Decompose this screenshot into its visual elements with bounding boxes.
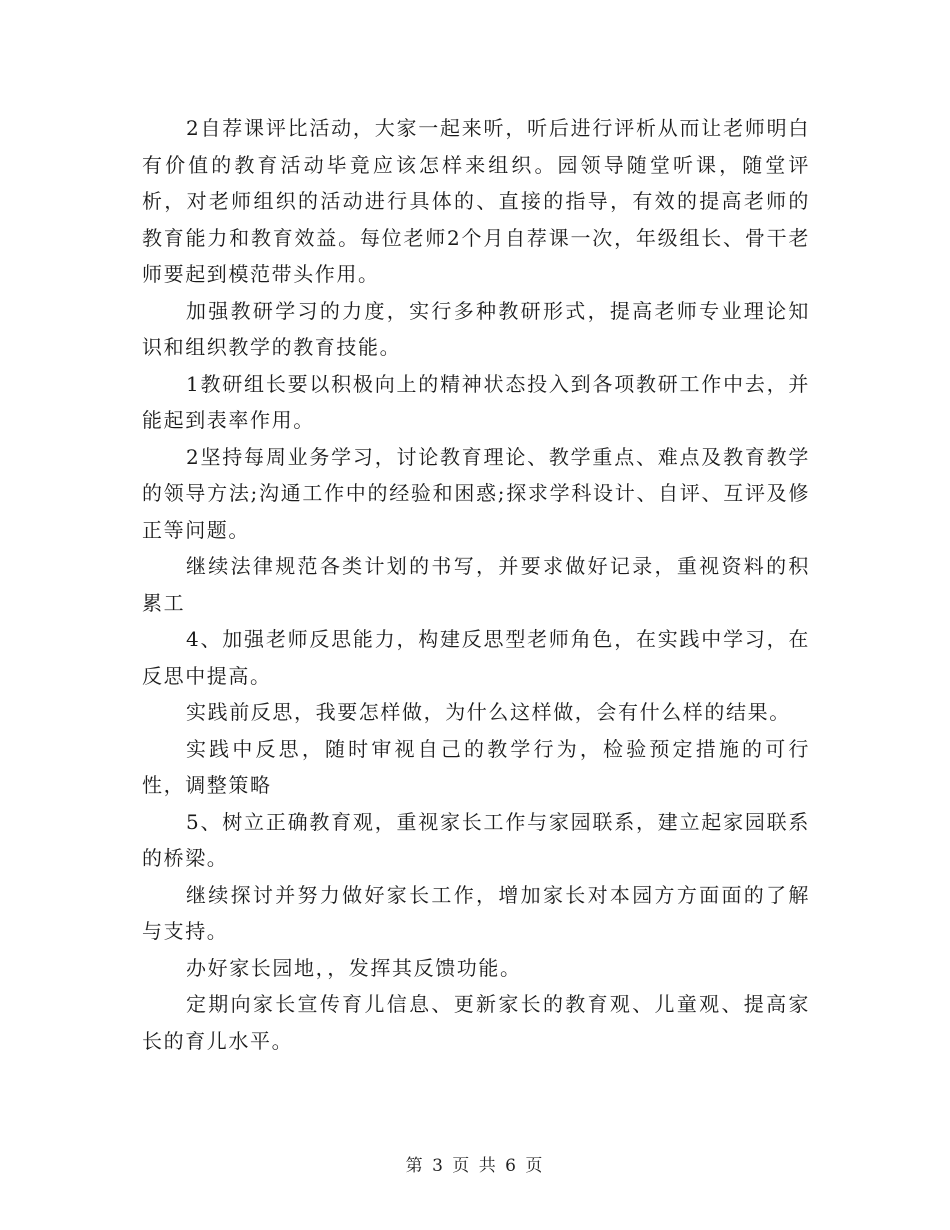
paragraph: 4、加强老师反思能力，构建反思型老师角色，在实践中学习，在反思中提高。 [142,627,810,688]
paragraph: 实践前反思，我要怎样做，为什么这样做，会有什么样的结果。 [186,700,791,724]
paragraph: 2自荐课评比活动，大家一起来听，听后进行评析从而让老师明白有价值的教育活动毕竟应该怎样来组织。园领导随堂听课，随堂评析，对老师组织的活动进行具体的、直接的指导，有效的提高老师的教育能力和教育效益。每位老师2个月自荐课一次，年级组长、骨干老师要起到模范带头作用。 [142,116,810,286]
paragraph: 加强教研学习的力度，实行多种教研形式，提高老师专业理论知识和组织教学的教育技能。 [142,298,810,359]
paragraph: 继续探讨并努力做好家长工作，增加家长对本园方方面面的了解与支持。 [142,882,810,943]
page-number-footer: 第 3 页 共 6 页 [405,1156,545,1176]
paragraph: 5、树立正确教育观，重视家长工作与家园联系，建立起家园联系的桥梁。 [142,809,810,870]
paragraph: 实践中反思，随时审视自己的教学行为，检验预定措施的可行性，调整策略 [142,736,810,797]
paragraph: 2坚持每周业务学习，讨论教育理论、教学重点、难点及教育教学的领导方法;沟通工作中的经验和困惑;探求学科设计、自评、互评及修正等问题。 [142,444,810,542]
document-body [142,110,810,1059]
paragraph: 定期向家长宣传育儿信息、更新家长的教育观、儿童观、提高家长的育儿水平。 [142,992,810,1053]
paragraph: 继续法律规范各类计划的书写，并要求做好记录，重视资料的积累工 [142,554,810,615]
paragraph: 1教研组长要以积极向上的精神状态投入到各项教研工作中去，并能起到表率作用。 [142,371,810,432]
paragraph: 办好家长园地，，发挥其反馈功能。 [186,955,522,980]
